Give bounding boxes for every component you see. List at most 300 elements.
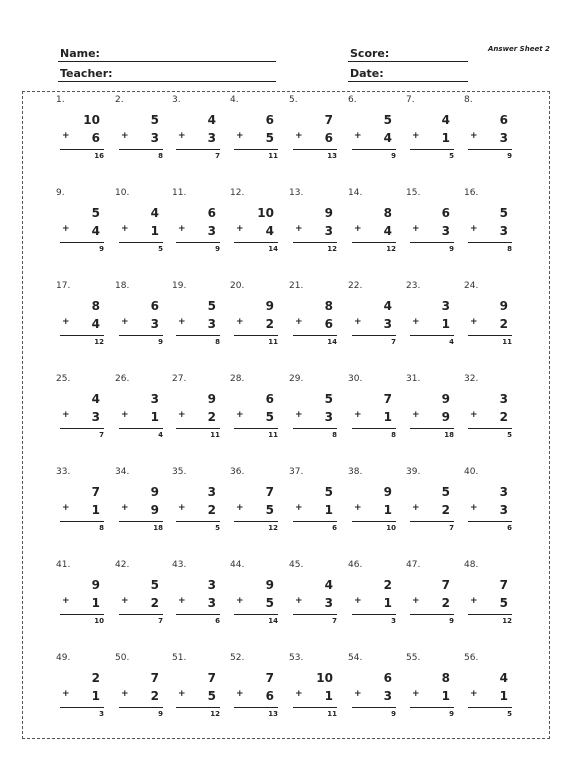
- problem-item: [348, 653, 406, 725]
- sum-line: [119, 428, 163, 429]
- problem-number: 14.: [348, 188, 363, 198]
- problem-number: 42.: [115, 560, 130, 570]
- answer-value: 16: [94, 152, 104, 160]
- problem-number: 3.: [172, 95, 181, 105]
- problem-number: 43.: [172, 560, 187, 570]
- plus-sign: +: [470, 503, 478, 513]
- answer-value: 11: [268, 152, 278, 160]
- problem-number: 4.: [230, 95, 239, 105]
- addend-top: 9: [265, 299, 274, 313]
- problem-item: [230, 281, 288, 353]
- plus-sign: +: [62, 131, 70, 141]
- addend-bottom: 4: [383, 224, 392, 238]
- addend-top: 6: [265, 392, 274, 406]
- addend-top: 10: [83, 113, 100, 127]
- plus-sign: +: [62, 410, 70, 420]
- sum-line: [60, 707, 104, 708]
- addend-bottom: 4: [383, 131, 392, 145]
- problem-item: [406, 560, 464, 632]
- problem-number: 48.: [464, 560, 479, 570]
- sum-line: [352, 707, 396, 708]
- addend-top: 7: [207, 671, 216, 685]
- answer-value: 9: [391, 152, 396, 160]
- sum-line: [293, 149, 337, 150]
- answer-value: 9: [507, 152, 512, 160]
- problem-item: [115, 188, 173, 260]
- addend-top: 9: [383, 485, 392, 499]
- addend-top: 6: [499, 113, 508, 127]
- problem-item: [230, 653, 288, 725]
- problem-number: 47.: [406, 560, 421, 570]
- problem-number: 38.: [348, 467, 363, 477]
- problem-number: 45.: [289, 560, 304, 570]
- addend-bottom: 1: [383, 503, 392, 517]
- problem-item: [289, 188, 347, 260]
- addend-bottom: 3: [324, 410, 333, 424]
- problem-item: [56, 374, 114, 446]
- sum-line: [352, 614, 396, 615]
- addend-top: 3: [499, 485, 508, 499]
- addend-bottom: 1: [383, 596, 392, 610]
- addend-bottom: 2: [499, 317, 508, 331]
- addend-top: 9: [324, 206, 333, 220]
- problem-item: [230, 374, 288, 446]
- answer-value: 7: [332, 617, 337, 625]
- answer-value: 7: [158, 617, 163, 625]
- addend-bottom: 3: [150, 317, 159, 331]
- plus-sign: +: [412, 503, 420, 513]
- problem-number: 10.: [115, 188, 130, 198]
- problem-number: 5.: [289, 95, 298, 105]
- plus-sign: +: [295, 596, 303, 606]
- addend-bottom: 3: [383, 317, 392, 331]
- problem-number: 50.: [115, 653, 130, 663]
- addend-bottom: 2: [441, 503, 450, 517]
- problem-item: [464, 374, 522, 446]
- sum-line: [176, 242, 220, 243]
- problem-number: 27.: [172, 374, 187, 384]
- problem-number: 53.: [289, 653, 304, 663]
- addend-top: 4: [383, 299, 392, 313]
- sum-line: [468, 149, 512, 150]
- addend-top: 7: [265, 485, 274, 499]
- score-field[interactable]: [348, 43, 468, 62]
- plus-sign: +: [470, 224, 478, 234]
- answer-value: 8: [507, 245, 512, 253]
- addend-bottom: 4: [265, 224, 274, 238]
- sum-line: [119, 242, 163, 243]
- addend-top: 10: [316, 671, 333, 685]
- addend-bottom: 3: [207, 224, 216, 238]
- addend-bottom: 5: [265, 596, 274, 610]
- answer-value: 13: [327, 152, 337, 160]
- sum-line: [293, 614, 337, 615]
- addend-top: 7: [499, 578, 508, 592]
- sum-line: [293, 428, 337, 429]
- addend-bottom: 1: [441, 317, 450, 331]
- plus-sign: +: [295, 689, 303, 699]
- problem-item: [172, 467, 230, 539]
- sum-line: [352, 428, 396, 429]
- problem-item: [56, 281, 114, 353]
- answer-value: 11: [502, 338, 512, 346]
- teacher-label: Teacher:: [60, 67, 113, 80]
- plus-sign: +: [412, 410, 420, 420]
- problem-number: 17.: [56, 281, 71, 291]
- problem-item: [348, 374, 406, 446]
- answer-value: 14: [268, 245, 278, 253]
- sum-line: [60, 335, 104, 336]
- problem-number: 20.: [230, 281, 245, 291]
- answer-value: 12: [268, 524, 278, 532]
- plus-sign: +: [354, 689, 362, 699]
- sum-line: [119, 707, 163, 708]
- plus-sign: +: [62, 503, 70, 513]
- problem-number: 12.: [230, 188, 245, 198]
- problem-item: [115, 95, 173, 167]
- sum-line: [234, 149, 278, 150]
- answer-value: 3: [391, 617, 396, 625]
- plus-sign: +: [236, 317, 244, 327]
- addend-bottom: 3: [150, 131, 159, 145]
- addend-top: 5: [324, 485, 333, 499]
- addend-top: 7: [91, 485, 100, 499]
- addend-top: 7: [265, 671, 274, 685]
- plus-sign: +: [295, 317, 303, 327]
- plus-sign: +: [412, 317, 420, 327]
- addend-bottom: 3: [499, 224, 508, 238]
- plus-sign: +: [295, 131, 303, 141]
- teacher-field[interactable]: [58, 63, 276, 82]
- problem-number: 1.: [56, 95, 65, 105]
- addend-top: 5: [150, 113, 159, 127]
- sum-line: [352, 242, 396, 243]
- answer-value: 14: [268, 617, 278, 625]
- plus-sign: +: [470, 689, 478, 699]
- problem-number: 37.: [289, 467, 304, 477]
- problem-item: [115, 467, 173, 539]
- sum-line: [176, 707, 220, 708]
- problem-item: [172, 374, 230, 446]
- addend-bottom: 3: [91, 410, 100, 424]
- sum-line: [60, 242, 104, 243]
- sum-line: [293, 521, 337, 522]
- answer-value: 5: [507, 431, 512, 439]
- sum-line: [410, 242, 454, 243]
- addend-top: 8: [91, 299, 100, 313]
- date-label: Date:: [350, 67, 384, 80]
- answer-value: 9: [215, 245, 220, 253]
- sum-line: [293, 242, 337, 243]
- sum-line: [234, 614, 278, 615]
- sum-line: [410, 614, 454, 615]
- problem-number: 8.: [464, 95, 473, 105]
- addend-top: 2: [91, 671, 100, 685]
- problem-item: [289, 95, 347, 167]
- answer-value: 7: [391, 338, 396, 346]
- addend-bottom: 2: [207, 410, 216, 424]
- plus-sign: +: [62, 689, 70, 699]
- problem-item: [289, 281, 347, 353]
- addend-bottom: 1: [91, 503, 100, 517]
- plus-sign: +: [354, 503, 362, 513]
- problem-number: 30.: [348, 374, 363, 384]
- sum-line: [352, 149, 396, 150]
- problem-item: [172, 653, 230, 725]
- addend-top: 5: [91, 206, 100, 220]
- problem-item: [406, 281, 464, 353]
- problem-item: [406, 653, 464, 725]
- sum-line: [176, 335, 220, 336]
- answer-value: 9: [99, 245, 104, 253]
- answer-value: 9: [391, 710, 396, 718]
- sum-line: [468, 614, 512, 615]
- plus-sign: +: [470, 317, 478, 327]
- problem-number: 18.: [115, 281, 130, 291]
- sum-line: [468, 428, 512, 429]
- addend-bottom: 3: [207, 131, 216, 145]
- problem-item: [56, 560, 114, 632]
- answer-value: 5: [507, 710, 512, 718]
- plus-sign: +: [470, 131, 478, 141]
- problem-number: 55.: [406, 653, 421, 663]
- problem-item: [230, 467, 288, 539]
- problem-item: [464, 467, 522, 539]
- answer-value: 9: [158, 338, 163, 346]
- problem-item: [406, 374, 464, 446]
- problem-item: [172, 95, 230, 167]
- addend-bottom: 1: [324, 689, 333, 703]
- problem-number: 29.: [289, 374, 304, 384]
- addend-bottom: 3: [324, 596, 333, 610]
- sum-line: [352, 521, 396, 522]
- addend-top: 6: [441, 206, 450, 220]
- addend-top: 9: [441, 392, 450, 406]
- sum-line: [119, 335, 163, 336]
- problem-item: [348, 281, 406, 353]
- answer-value: 8: [391, 431, 396, 439]
- plus-sign: +: [354, 131, 362, 141]
- problem-number: 21.: [289, 281, 304, 291]
- addend-top: 9: [207, 392, 216, 406]
- sum-line: [176, 428, 220, 429]
- problem-item: [115, 653, 173, 725]
- addend-top: 7: [383, 392, 392, 406]
- plus-sign: +: [236, 131, 244, 141]
- plus-sign: +: [295, 503, 303, 513]
- addend-bottom: 6: [91, 131, 100, 145]
- problem-number: 26.: [115, 374, 130, 384]
- answer-value: 6: [215, 617, 220, 625]
- answer-value: 12: [210, 710, 220, 718]
- plus-sign: +: [121, 317, 129, 327]
- name-field[interactable]: [58, 43, 276, 62]
- addend-top: 4: [91, 392, 100, 406]
- addend-top: 6: [207, 206, 216, 220]
- sum-line: [234, 335, 278, 336]
- problem-number: 23.: [406, 281, 421, 291]
- addend-top: 6: [383, 671, 392, 685]
- answer-sheet-label: Answer Sheet 2: [488, 45, 550, 53]
- problem-number: 9.: [56, 188, 65, 198]
- score-label: Score:: [350, 47, 390, 60]
- problem-number: 13.: [289, 188, 304, 198]
- addend-top: 3: [150, 392, 159, 406]
- problem-item: [230, 188, 288, 260]
- sum-line: [60, 149, 104, 150]
- sum-line: [293, 707, 337, 708]
- addend-top: 9: [91, 578, 100, 592]
- answer-value: 8: [215, 338, 220, 346]
- answer-value: 4: [158, 431, 163, 439]
- addend-top: 5: [383, 113, 392, 127]
- addend-bottom: 1: [324, 503, 333, 517]
- plus-sign: +: [354, 410, 362, 420]
- addend-top: 8: [324, 299, 333, 313]
- addend-top: 9: [150, 485, 159, 499]
- sum-line: [60, 614, 104, 615]
- addend-top: 10: [257, 206, 274, 220]
- problem-item: [464, 188, 522, 260]
- problem-number: 35.: [172, 467, 187, 477]
- sum-line: [352, 335, 396, 336]
- addend-top: 9: [499, 299, 508, 313]
- date-field[interactable]: [348, 63, 468, 82]
- plus-sign: +: [412, 689, 420, 699]
- sum-line: [234, 521, 278, 522]
- addend-bottom: 3: [207, 317, 216, 331]
- problem-number: 32.: [464, 374, 479, 384]
- answer-value: 6: [332, 524, 337, 532]
- answer-value: 6: [507, 524, 512, 532]
- answer-value: 18: [153, 524, 163, 532]
- problem-item: [348, 467, 406, 539]
- plus-sign: +: [354, 596, 362, 606]
- answer-value: 9: [449, 710, 454, 718]
- answer-value: 9: [158, 710, 163, 718]
- plus-sign: +: [62, 317, 70, 327]
- plus-sign: +: [412, 596, 420, 606]
- problem-number: 31.: [406, 374, 421, 384]
- plus-sign: +: [236, 689, 244, 699]
- addend-top: 2: [383, 578, 392, 592]
- plus-sign: +: [354, 224, 362, 234]
- addend-bottom: 1: [499, 689, 508, 703]
- problem-number: 15.: [406, 188, 421, 198]
- addend-bottom: 2: [207, 503, 216, 517]
- sum-line: [468, 521, 512, 522]
- addend-bottom: 3: [383, 689, 392, 703]
- answer-value: 11: [268, 338, 278, 346]
- problem-number: 7.: [406, 95, 415, 105]
- problem-item: [56, 653, 114, 725]
- sum-line: [119, 149, 163, 150]
- plus-sign: +: [178, 410, 186, 420]
- answer-value: 7: [99, 431, 104, 439]
- problem-item: [56, 467, 114, 539]
- problem-item: [464, 560, 522, 632]
- answer-value: 12: [94, 338, 104, 346]
- sum-line: [468, 242, 512, 243]
- problem-item: [56, 95, 114, 167]
- addend-top: 3: [441, 299, 450, 313]
- problem-number: 39.: [406, 467, 421, 477]
- problem-number: 11.: [172, 188, 187, 198]
- addend-bottom: 3: [499, 131, 508, 145]
- answer-value: 10: [94, 617, 104, 625]
- addend-bottom: 2: [150, 596, 159, 610]
- addend-top: 4: [150, 206, 159, 220]
- name-label: Name:: [60, 47, 100, 60]
- problem-item: [289, 653, 347, 725]
- sum-line: [293, 335, 337, 336]
- plus-sign: +: [178, 317, 186, 327]
- answer-value: 5: [215, 524, 220, 532]
- problem-item: [406, 467, 464, 539]
- problem-number: 6.: [348, 95, 357, 105]
- plus-sign: +: [412, 131, 420, 141]
- problem-item: [464, 653, 522, 725]
- sum-line: [234, 428, 278, 429]
- answer-value: 5: [158, 245, 163, 253]
- plus-sign: +: [178, 596, 186, 606]
- problem-item: [230, 560, 288, 632]
- addend-top: 5: [499, 206, 508, 220]
- addend-bottom: 2: [265, 317, 274, 331]
- addend-bottom: 9: [441, 410, 450, 424]
- problem-item: [115, 374, 173, 446]
- problem-item: [464, 95, 522, 167]
- addend-bottom: 5: [265, 503, 274, 517]
- sum-line: [234, 242, 278, 243]
- plus-sign: +: [470, 596, 478, 606]
- plus-sign: +: [121, 224, 129, 234]
- plus-sign: +: [62, 224, 70, 234]
- addend-bottom: 6: [324, 131, 333, 145]
- addend-bottom: 1: [383, 410, 392, 424]
- plus-sign: +: [178, 689, 186, 699]
- sum-line: [410, 428, 454, 429]
- answer-value: 13: [268, 710, 278, 718]
- problem-item: [56, 188, 114, 260]
- plus-sign: +: [121, 503, 129, 513]
- sum-line: [176, 149, 220, 150]
- sum-line: [410, 335, 454, 336]
- addend-bottom: 5: [265, 410, 274, 424]
- answer-value: 7: [449, 524, 454, 532]
- problem-item: [172, 560, 230, 632]
- addend-top: 4: [441, 113, 450, 127]
- problem-number: 25.: [56, 374, 71, 384]
- problem-item: [172, 281, 230, 353]
- addend-top: 7: [150, 671, 159, 685]
- problem-number: 36.: [230, 467, 245, 477]
- problem-item: [289, 560, 347, 632]
- plus-sign: +: [236, 410, 244, 420]
- plus-sign: +: [178, 503, 186, 513]
- plus-sign: +: [295, 410, 303, 420]
- problem-number: 34.: [115, 467, 130, 477]
- addend-bottom: 1: [150, 410, 159, 424]
- addend-bottom: 9: [150, 503, 159, 517]
- problem-number: 52.: [230, 653, 245, 663]
- addend-bottom: 1: [441, 131, 450, 145]
- answer-value: 7: [215, 152, 220, 160]
- problem-item: [289, 374, 347, 446]
- addend-bottom: 2: [441, 596, 450, 610]
- sum-line: [60, 521, 104, 522]
- addend-top: 5: [441, 485, 450, 499]
